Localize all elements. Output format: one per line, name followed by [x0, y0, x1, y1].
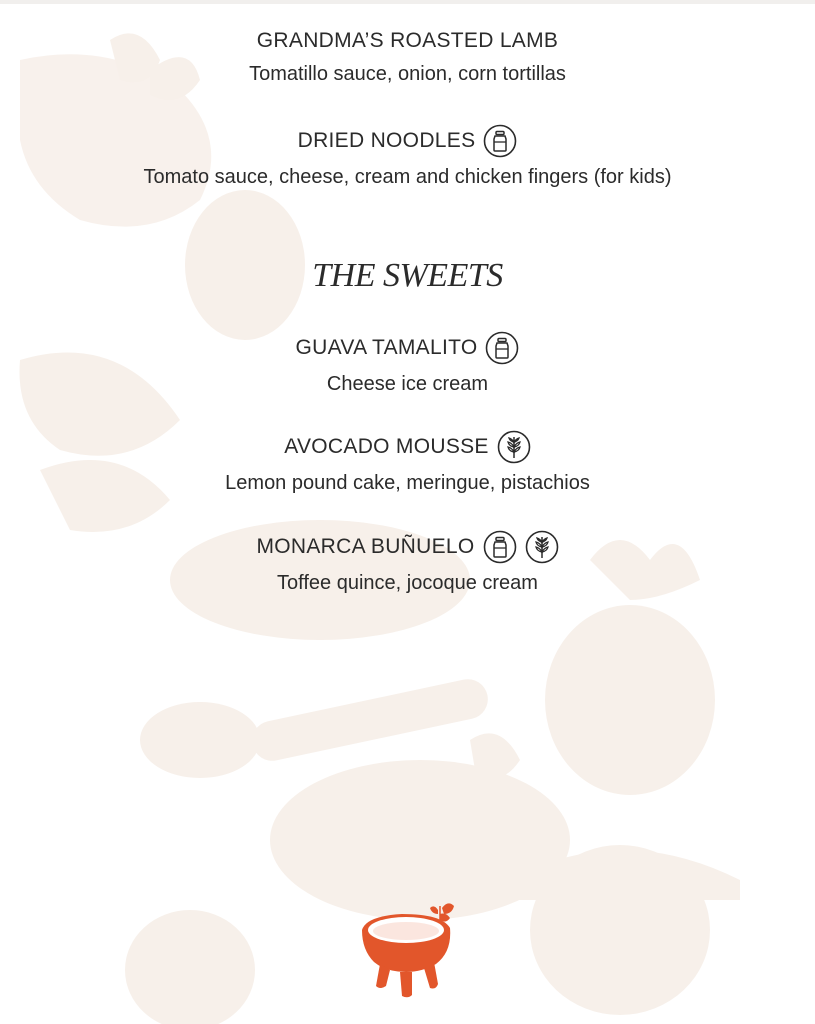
- dairy-icon: [483, 124, 517, 158]
- menu-item: [0, 124, 815, 191]
- menu-item: [0, 27, 815, 88]
- dish-description: Tomato sauce, cheese, cream and chicken fingers (for kids): [143, 166, 672, 188]
- section-title: THE SWEETS: [312, 257, 503, 294]
- dish-description: Tomatillo sauce, onion, corn tortillas: [249, 63, 566, 85]
- menu-item: [0, 331, 815, 398]
- dish-name: GRANDMA’S ROASTED LAMB: [256, 29, 559, 52]
- wheat-icon: [525, 530, 559, 564]
- dish-description: Toffee quince, jocoque cream: [277, 572, 538, 594]
- dairy-icon: [483, 530, 517, 564]
- molcajete-butterfly-logo: [356, 900, 460, 1000]
- menu-item: [0, 430, 815, 497]
- dish-name: DRIED NOODLES: [298, 124, 518, 158]
- dish-name: MONARCA BUÑUELO: [256, 530, 558, 564]
- dish-name: GUAVA TAMALITO: [296, 331, 520, 365]
- dairy-icon: [485, 331, 519, 365]
- dish-description: Lemon pound cake, meringue, pistachios: [225, 472, 590, 494]
- dish-name: AVOCADO MOUSSE: [284, 430, 531, 464]
- wheat-icon: [497, 430, 531, 464]
- dish-description: Cheese ice cream: [326, 373, 489, 395]
- menu-item: [0, 530, 815, 597]
